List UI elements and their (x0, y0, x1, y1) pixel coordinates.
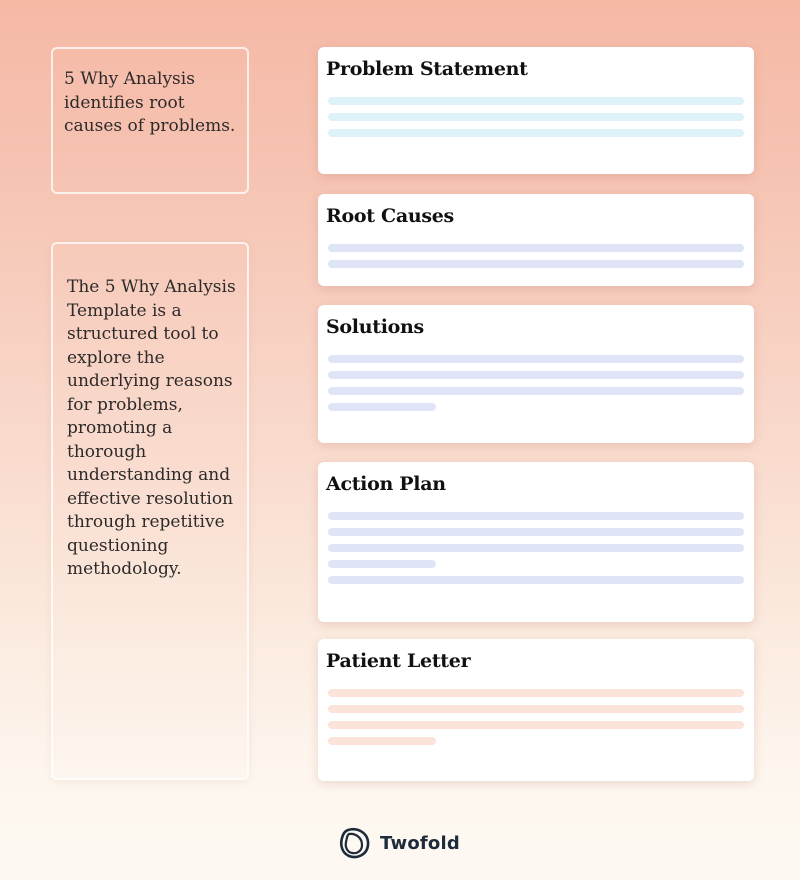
root-causes-card[interactable] (318, 194, 754, 286)
patient-letter-card[interactable] (318, 639, 754, 781)
summary-text: 5 Why Analysis identifies root causes of problems. (64, 69, 236, 136)
description-text: The 5 Why Analysis Template is a structured tool to explore the underlying reasons for problems, promoting a thorough understanding and effective resolution through repetitive questioning methodology. (67, 277, 236, 579)
placeholder-line (328, 737, 436, 745)
placeholder-line (328, 689, 744, 697)
action-plan-title: Action Plan (326, 473, 446, 495)
placeholder-line (328, 512, 744, 520)
placeholder-line (328, 544, 744, 552)
description-note (51, 242, 249, 780)
problem-statement-title: Problem Statement (326, 58, 528, 80)
placeholder-line (328, 528, 744, 536)
placeholder-line (328, 113, 744, 121)
placeholder-line (328, 355, 744, 363)
summary-note (51, 47, 249, 194)
action-plan-card[interactable] (318, 462, 754, 622)
placeholder-line (328, 576, 744, 584)
placeholder-line (328, 244, 744, 252)
root-causes-title: Root Causes (326, 205, 454, 227)
placeholder-line (328, 721, 744, 729)
brand-name: Twofold (380, 832, 460, 854)
placeholder-line (328, 260, 744, 268)
placeholder-line (328, 371, 744, 379)
placeholder-line (328, 129, 744, 137)
solutions-title: Solutions (326, 316, 424, 338)
twofold-logo-icon (339, 826, 371, 860)
problem-statement-card[interactable] (318, 47, 754, 174)
placeholder-line (328, 560, 436, 568)
placeholder-line (328, 97, 744, 105)
placeholder-line (328, 705, 744, 713)
placeholder-line (328, 387, 744, 395)
placeholder-line (328, 403, 436, 411)
solutions-card[interactable] (318, 305, 754, 443)
brand-footer (339, 826, 460, 860)
patient-letter-title: Patient Letter (326, 650, 471, 672)
